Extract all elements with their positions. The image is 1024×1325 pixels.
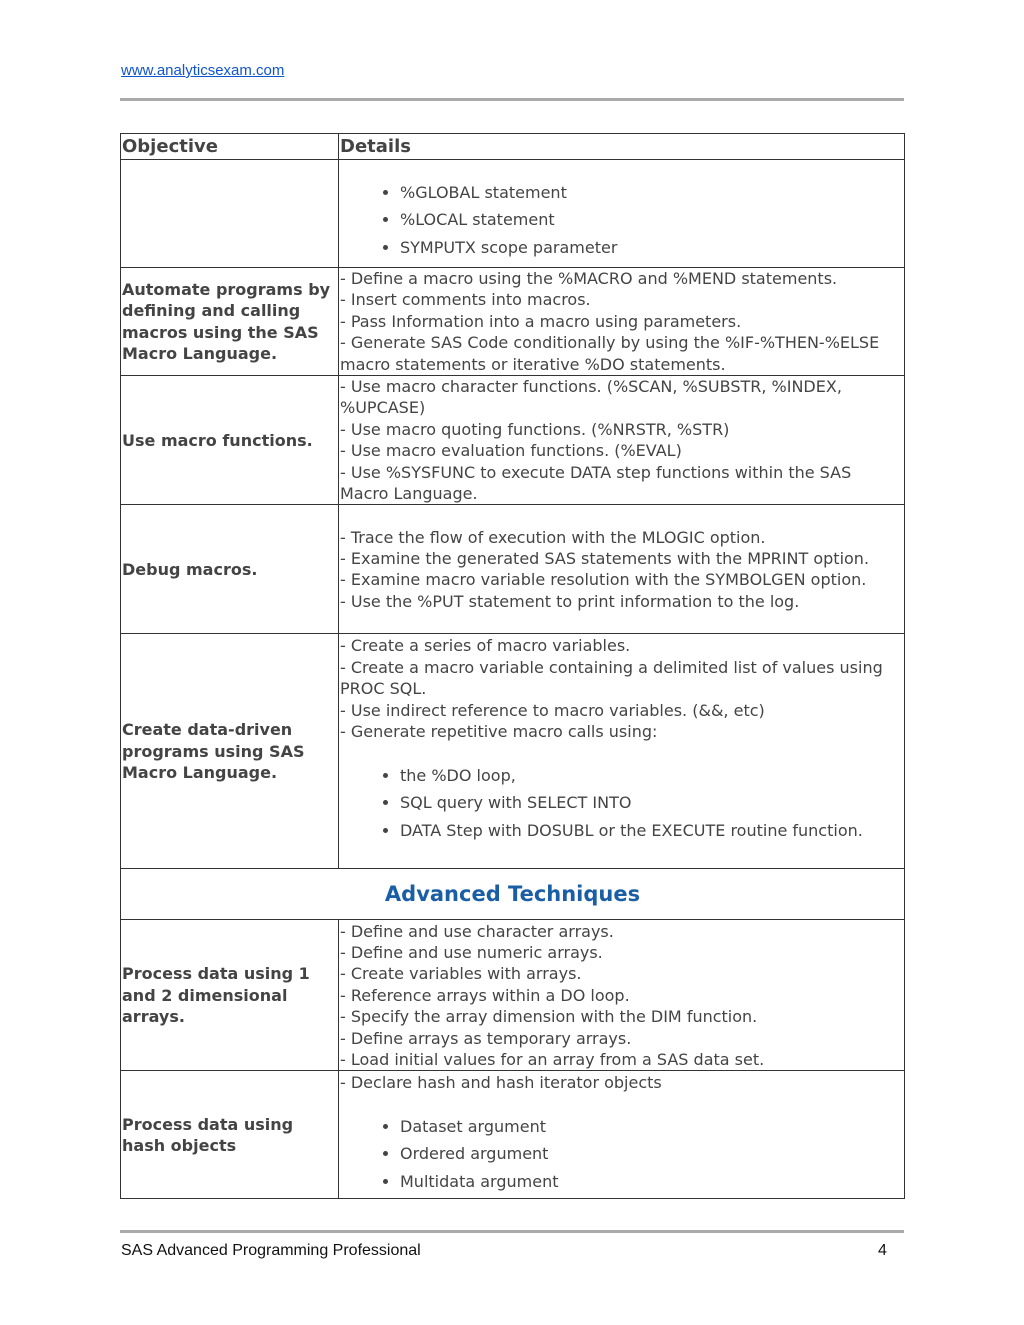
table-row bbox=[121, 1071, 905, 1199]
table-row bbox=[121, 505, 905, 634]
header-site-link[interactable]: www.analyticsexam.com bbox=[121, 62, 285, 79]
column-header-objective: Objective bbox=[121, 134, 339, 160]
detail-line: - Use %SYSFUNC to execute DATA step functions within the SAS Macro Language. bbox=[340, 462, 852, 504]
detail-line: - Use macro character functions. (%SCAN, %SUBSTR, %INDEX, %UPCASE) bbox=[340, 377, 842, 418]
detail-line: - Define arrays as temporary arrays. bbox=[340, 1028, 632, 1048]
details-cell bbox=[339, 268, 905, 376]
list-item: • SYMPUTX scope parameter bbox=[400, 237, 903, 258]
bullet-list bbox=[340, 765, 903, 841]
detail-line: - Use macro quoting functions. (%NRSTR, %STR) bbox=[340, 419, 730, 439]
table-row bbox=[121, 920, 905, 1071]
section-row bbox=[121, 869, 905, 920]
list-item: • %GLOBAL statement bbox=[400, 182, 903, 203]
section-heading: Advanced Techniques bbox=[121, 869, 905, 920]
list-item: • Dataset argument bbox=[400, 1116, 903, 1137]
list-item: • the %DO loop, bbox=[400, 765, 903, 786]
detail-line: - Use indirect reference to macro variables. (&&, etc) bbox=[340, 700, 765, 720]
detail-line: - Create a series of macro variables. bbox=[340, 636, 631, 656]
list-item: • Multidata argument bbox=[400, 1171, 903, 1192]
details-cell bbox=[339, 505, 905, 634]
detail-line: - Define and use numeric arrays. bbox=[340, 942, 603, 962]
detail-line: - Generate SAS Code conditionally by using the %IF-%THEN-%ELSE macro statements or iterative %DO statements. bbox=[340, 333, 880, 374]
detail-line: - Define a macro using the %MACRO and %MEND statements. bbox=[340, 269, 838, 288]
footer-title: SAS Advanced Programming Professional bbox=[121, 1242, 421, 1259]
list-item: • Ordered argument bbox=[400, 1143, 903, 1164]
header-divider bbox=[120, 98, 904, 101]
table-row bbox=[121, 160, 905, 268]
detail-line: - Use macro evaluation functions. (%EVAL) bbox=[340, 441, 682, 461]
bullet-list bbox=[340, 1116, 903, 1192]
detail-line: - Use the %PUT statement to print information to the log. bbox=[340, 591, 800, 611]
objectives-table bbox=[120, 133, 905, 1199]
objective-cell: Create data-driven programs using SAS Macro Language. bbox=[121, 634, 339, 869]
list-item: • SQL query with SELECT INTO bbox=[400, 792, 903, 813]
details-cell bbox=[339, 376, 905, 505]
detail-line: - Insert comments into macros. bbox=[340, 290, 591, 310]
list-item: • %LOCAL statement bbox=[400, 209, 903, 230]
objective-cell: Process data using hash objects bbox=[121, 1071, 339, 1199]
details-cell bbox=[339, 160, 905, 268]
detail-line: - Create variables with arrays. bbox=[340, 964, 582, 984]
details-cell bbox=[339, 1071, 905, 1199]
objective-cell: Use macro functions. bbox=[121, 376, 339, 505]
bullet-list bbox=[340, 182, 903, 258]
details-cell bbox=[339, 634, 905, 869]
objective-cell bbox=[121, 160, 339, 268]
detail-line: - Generate repetitive macro calls using: bbox=[340, 722, 658, 742]
footer-divider bbox=[120, 1230, 904, 1233]
details-cell bbox=[339, 920, 905, 1071]
detail-line: - Examine macro variable resolution with the SYMBOLGEN option. bbox=[340, 570, 867, 590]
detail-line: - Declare hash and hash iterator objects bbox=[340, 1073, 662, 1093]
detail-line: - Load initial values for an array from a SAS data set. bbox=[340, 1049, 765, 1069]
detail-line: - Examine the generated SAS statements with the MPRINT option. bbox=[340, 549, 870, 569]
table-header-row bbox=[121, 134, 905, 160]
detail-line: - Define and use character arrays. bbox=[340, 921, 614, 941]
detail-line: - Reference arrays within a DO loop. bbox=[340, 985, 630, 1005]
detail-line: - Create a macro variable containing a delimited list of values using PROC SQL. bbox=[340, 657, 883, 699]
list-item: • DATA Step with DOSUBL or the EXECUTE routine function. bbox=[400, 820, 903, 841]
table-row bbox=[121, 268, 905, 376]
table-row bbox=[121, 634, 905, 869]
page-number: 4 bbox=[878, 1242, 887, 1259]
objective-cell: Debug macros. bbox=[121, 505, 339, 634]
column-header-details: Details bbox=[339, 134, 905, 160]
table-row bbox=[121, 376, 905, 505]
objective-cell: Process data using 1 and 2 dimensional arrays. bbox=[121, 920, 339, 1071]
detail-line: - Trace the flow of execution with the MLOGIC option. bbox=[340, 527, 766, 547]
detail-line: - Pass Information into a macro using parameters. bbox=[340, 311, 742, 331]
detail-line: - Specify the array dimension with the DIM function. bbox=[340, 1007, 758, 1027]
objective-cell: Automate programs by defining and calling macros using the SAS Macro Language. bbox=[121, 268, 339, 376]
